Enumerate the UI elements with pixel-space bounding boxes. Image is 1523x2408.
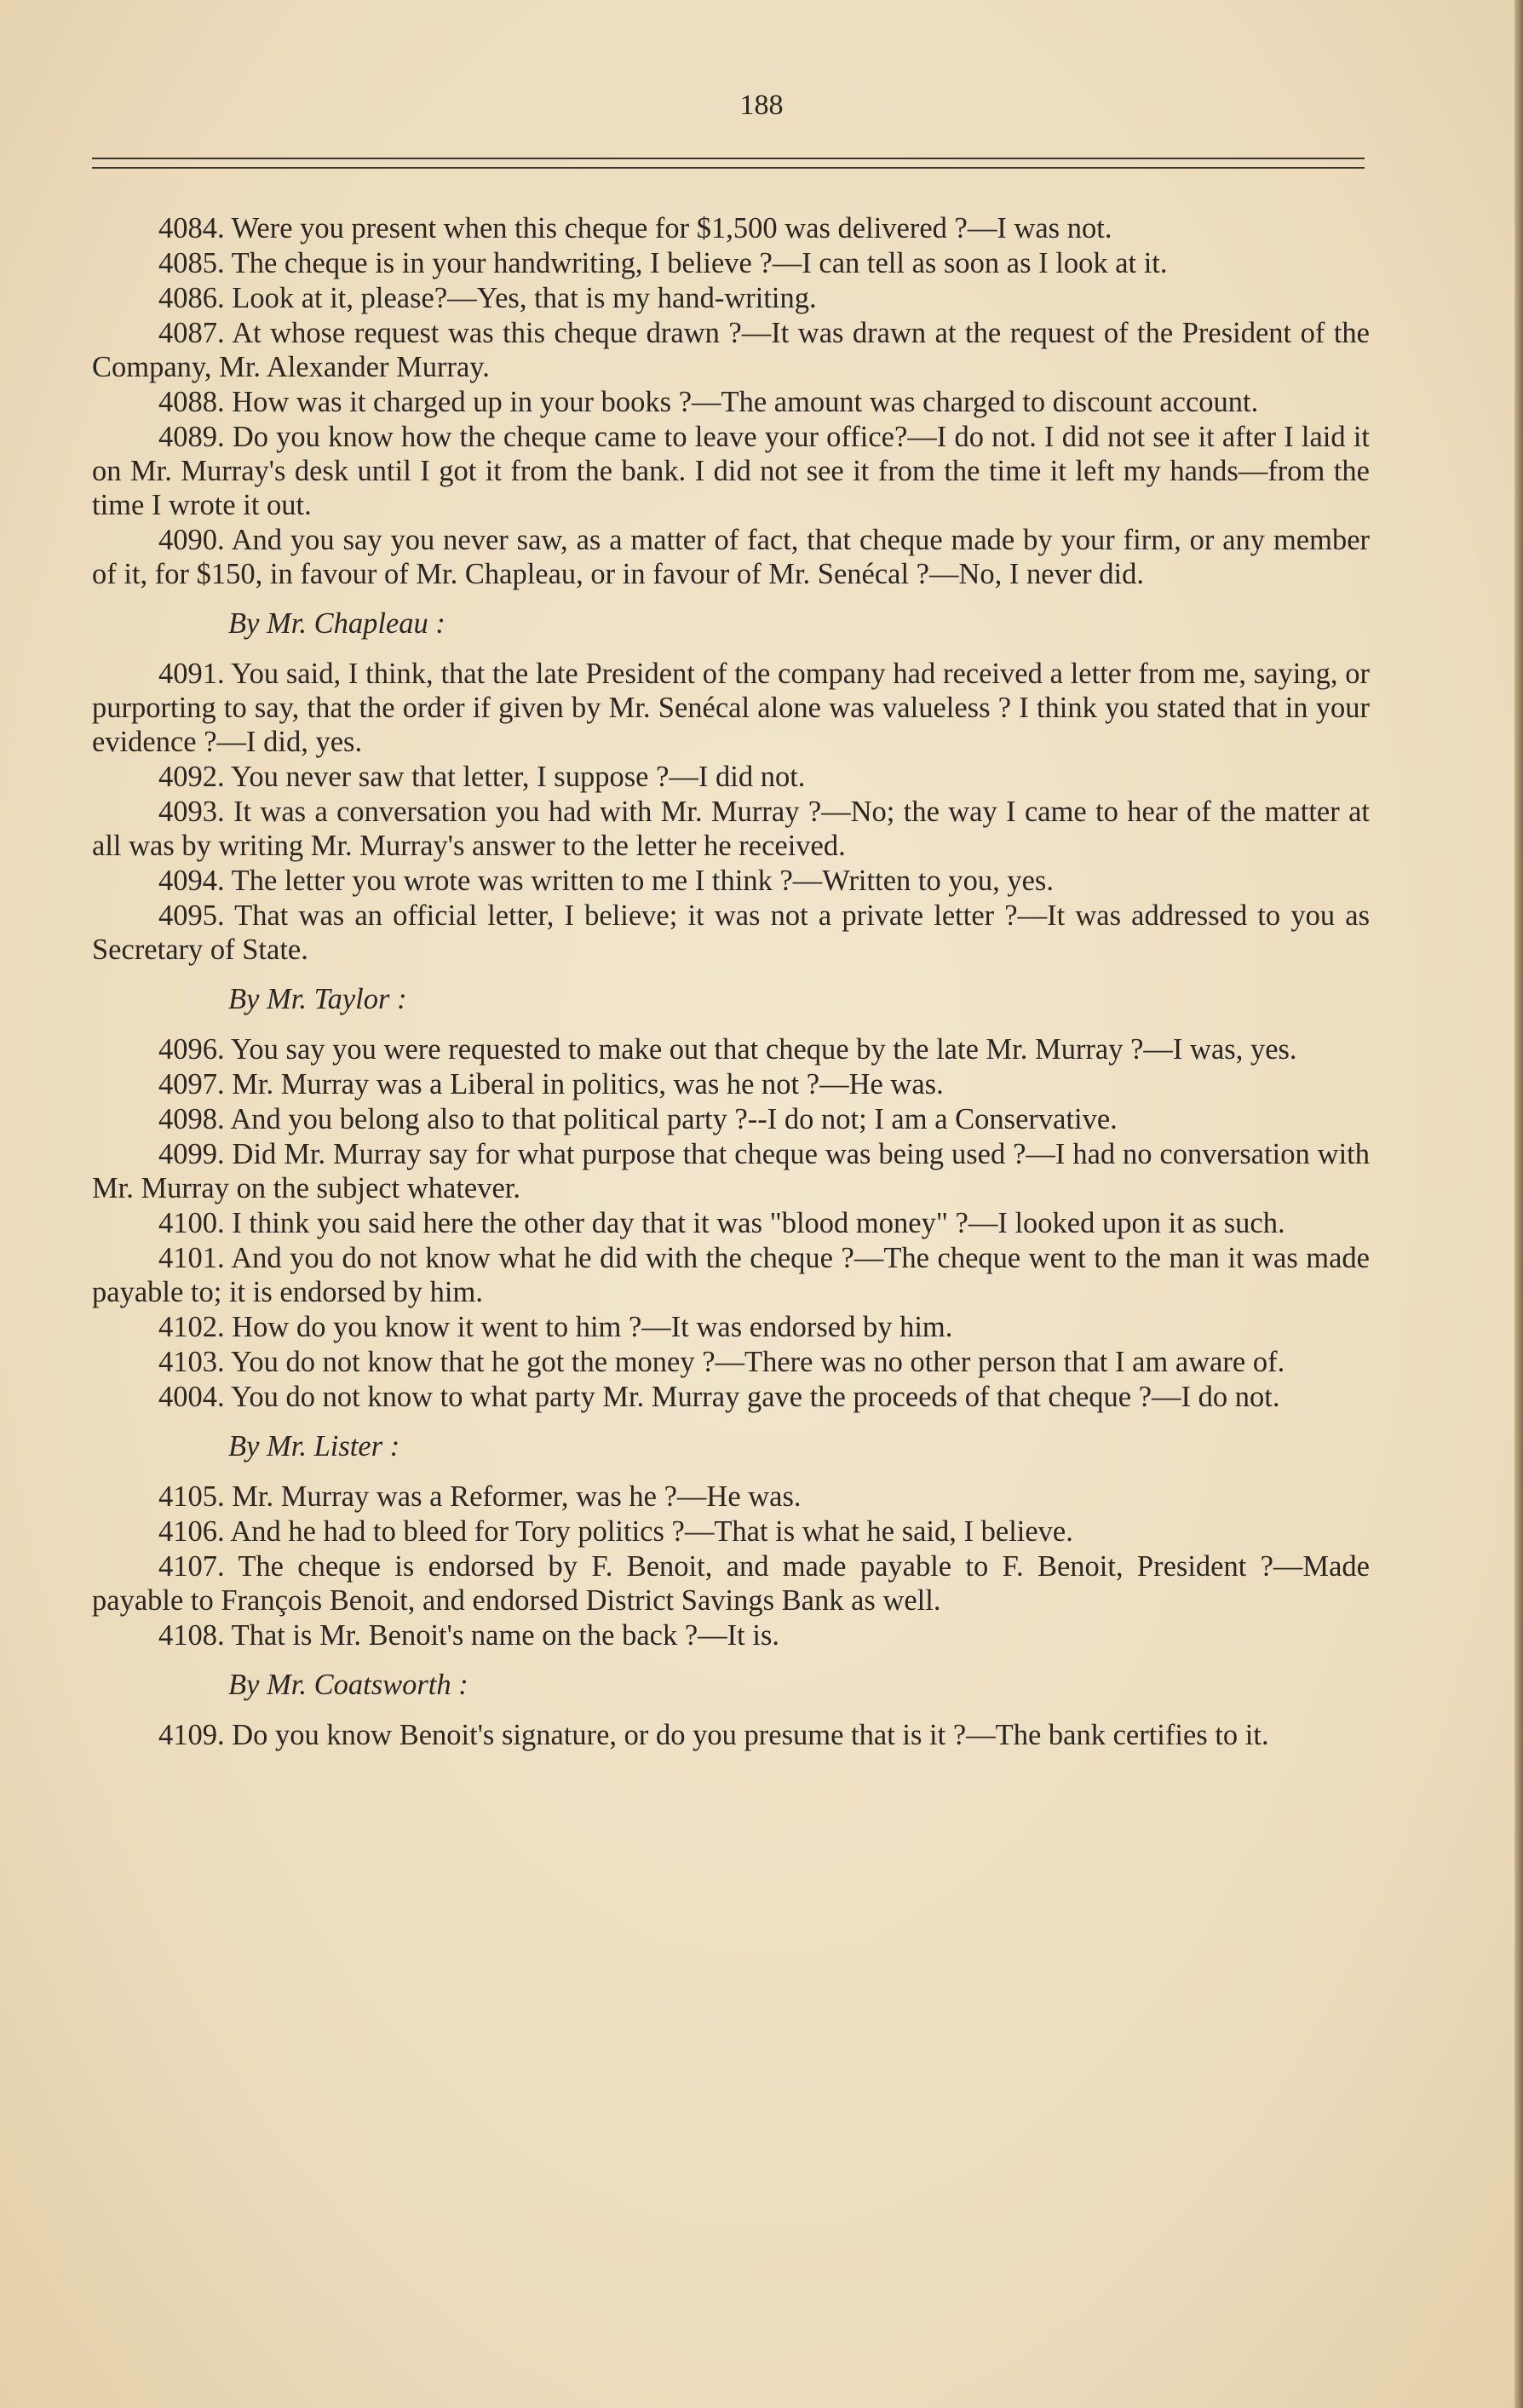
qa-paragraph: 4086. Look at it, please?—Yes, that is my hand-writing. [158,282,817,314]
qa-paragraph: 4091. You said, I think, that the late President of the company had received a letter from me, saying, or purporting to say, that the order if given by Mr. Senécal alone was valueless ? I think you stated that in your evidence ?—I did, yes. [92,658,1370,758]
qa-paragraph: 4093. It was a conversation you had with Mr. Murray ?—No; the way I came to hear of the matter at all was by writing Mr. Murray's answer to the letter he received. [92,796,1370,862]
page-body [92,211,1370,1753]
qa-paragraph: 4094. The letter you wrote was written to me I think ?—Written to you, yes. [158,865,1054,897]
section-heading: By Mr. Chapleau : [228,607,445,640]
qa-paragraph: 4109. Do you know Benoit's signature, or do you presume that is it ?—The bank certifies to it. [158,1719,1269,1751]
qa-paragraph: 4106. And he had to bleed for Tory politics ?—That is what he said, I believe. [158,1515,1073,1548]
qa-paragraph: 4085. The cheque is in your handwriting, I believe ?—I can tell as soon as I look at it. [158,247,1168,279]
qa-paragraph: 4099. Did Mr. Murray say for what purpose that cheque was being used ?—I had no conversation with Mr. Murray on the subject whatever. [92,1138,1370,1204]
page-edge [1514,0,1523,2408]
qa-paragraph: 4098. And you belong also to that political party ?--I do not; I am a Conservative. [158,1103,1118,1135]
section-heading: By Mr. Taylor : [228,983,407,1015]
qa-paragraph: 4088. How was it charged up in your books ?—The amount was charged to discount account. [158,386,1259,418]
qa-paragraph: 4105. Mr. Murray was a Reformer, was he ?—He was. [158,1480,802,1513]
qa-paragraph: 4100. I think you said here the other day that it was "blood money" ?—I looked upon it as such. [158,1207,1285,1239]
qa-paragraph: 4087. At whose request was this cheque drawn ?—It was drawn at the request of the President of the Company, Mr. Alexander Murray. [92,317,1370,383]
qa-paragraph: 4084. Were you present when this cheque for $1,500 was delivered ?—I was not. [158,212,1112,244]
qa-paragraph: 4108. That is Mr. Benoit's name on the back ?—It is. [158,1619,780,1652]
qa-paragraph: 4101. And you do not know what he did with the cheque ?—The cheque went to the man it was made payable to; it is endorsed by him. [92,1242,1370,1308]
qa-paragraph: 4103. You do not know that he got the money ?—There was no other person that I am aware of. [158,1346,1285,1378]
qa-paragraph: 4102. How do you know it went to him ?—It was endorsed by him. [158,1311,953,1343]
page-number: 188 [739,89,784,121]
header-rule-top [92,158,1365,159]
section-heading: By Mr. Coatsworth : [228,1669,468,1701]
section-heading: By Mr. Lister : [228,1430,400,1463]
header-rule-bottom [92,167,1365,169]
qa-paragraph: 4092. You never saw that letter, I suppose ?—I did not. [158,761,806,793]
qa-paragraph: 4095. That was an official letter, I believe; it was not a private letter ?—It was addressed to you as Secretary of State. [92,899,1370,966]
qa-paragraph: 4096. You say you were requested to make out that cheque by the late Mr. Murray ?—I was, yes. [158,1033,1297,1066]
qa-paragraph: 4107. The cheque is endorsed by F. Benoit, and made payable to F. Benoit, President ?—Made payable to François Benoit, and endorsed District Savings Bank as well. [92,1550,1370,1617]
qa-paragraph: 4089. Do you know how the cheque came to leave your office?—I do not. I did not see it after I laid it on Mr. Murray's desk until I got it from the bank. I did not see it from the time it left my hands—from the time I wrote it out. [92,421,1370,521]
qa-paragraph: 4090. And you say you never saw, as a matter of fact, that cheque made by your firm, or any member of it, for $150, in favour of Mr. Chapleau, or in favour of Mr. Senécal ?—No, I never did. [92,524,1370,590]
qa-paragraph: 4004. You do not know to what party Mr. Murray gave the proceeds of that cheque ?—I do not. [158,1381,1280,1413]
qa-paragraph: 4097. Mr. Murray was a Liberal in politics, was he not ?—He was. [158,1068,944,1101]
